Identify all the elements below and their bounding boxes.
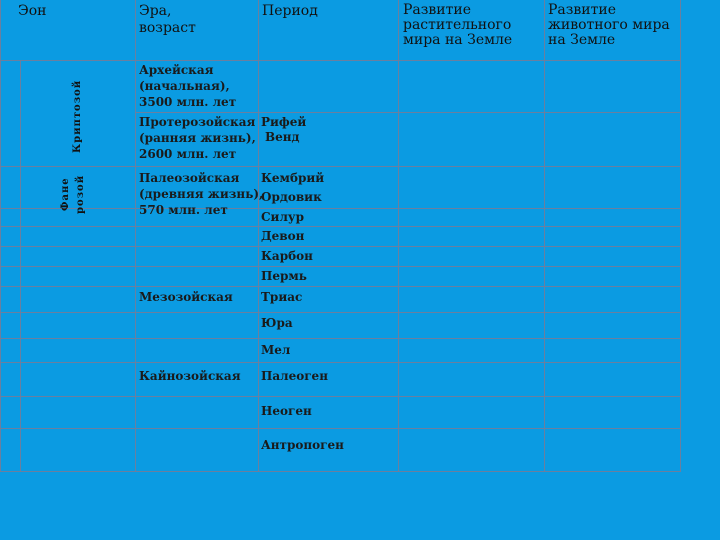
era-archean-note: (начальная), bbox=[139, 79, 230, 93]
header-bottom-line bbox=[0, 60, 680, 61]
header-animal-line1: Развитие bbox=[548, 2, 616, 18]
header-era-line1: Эра, bbox=[139, 3, 172, 19]
period-riphean: Рифей bbox=[261, 115, 307, 129]
period-jurassic: Юра bbox=[261, 316, 293, 330]
eon-phanerozoic-line1: Фане bbox=[60, 177, 71, 211]
period-silurian: Силур bbox=[261, 210, 304, 224]
header-plant-line1: Развитие bbox=[403, 2, 471, 18]
header-plant-world bbox=[403, 3, 512, 48]
header-plant-line2: растительного bbox=[403, 17, 512, 33]
era-proterozoic-note: (ранняя жизнь), bbox=[139, 131, 256, 145]
period-cambrian: Кембрий bbox=[261, 171, 325, 185]
era-cenozoic bbox=[139, 368, 241, 384]
era-mesozoic bbox=[139, 289, 233, 305]
era-proterozoic-age: 2600 млн. лет bbox=[139, 147, 237, 161]
row-line bbox=[0, 246, 680, 247]
era-paleozoic-age: 570 млн. лет bbox=[139, 203, 228, 217]
header-plant-line3: мира на Земле bbox=[403, 32, 513, 48]
header-era bbox=[139, 4, 196, 36]
header-animal-world bbox=[548, 3, 670, 48]
period-neogene: Неоген bbox=[261, 404, 312, 418]
header-eon bbox=[18, 4, 46, 19]
row-line bbox=[0, 428, 680, 429]
period-ordovician: Ордовик bbox=[261, 190, 322, 204]
era-paleozoic bbox=[139, 170, 263, 218]
header-era-line2: возраст bbox=[139, 20, 196, 36]
period-permian: Пермь bbox=[261, 269, 307, 283]
row-line bbox=[0, 226, 680, 227]
era-archean-age: 3500 млн. лет bbox=[139, 95, 237, 109]
period-paleogene: Палеоген bbox=[261, 369, 328, 383]
period-anthropogene: Антропоген bbox=[261, 438, 344, 452]
era-archean-name: Архейская bbox=[139, 63, 214, 77]
period-carboniferous: Карбон bbox=[261, 249, 313, 263]
era-cenozoic-name: Кайнозойская bbox=[139, 369, 241, 383]
row-line bbox=[0, 286, 680, 287]
row-line bbox=[0, 166, 680, 167]
era-paleozoic-name: Палеозойская bbox=[139, 171, 240, 185]
plant-column-divider bbox=[544, 0, 545, 472]
row-line bbox=[0, 266, 680, 267]
row-line bbox=[0, 396, 680, 397]
row-line bbox=[0, 338, 680, 339]
header-animal-line2: животного мира bbox=[548, 17, 670, 33]
header-period-label: Период bbox=[262, 3, 318, 19]
eon-column-divider bbox=[135, 0, 136, 472]
period-cretaceous: Мел bbox=[261, 343, 291, 357]
period-column-divider bbox=[398, 0, 399, 472]
period-triassic: Триас bbox=[261, 290, 303, 304]
row-line bbox=[0, 362, 680, 363]
row-line bbox=[0, 312, 680, 313]
period-devonian: Девон bbox=[261, 229, 305, 243]
table-left-border bbox=[0, 0, 1, 472]
eon-phanerozoic-line2: розой bbox=[75, 174, 86, 214]
era-proterozoic bbox=[139, 114, 256, 162]
era-archean bbox=[139, 62, 236, 110]
row-line bbox=[135, 112, 680, 113]
header-animal-line3: на Земле bbox=[548, 32, 616, 48]
header-eon-label: Эон bbox=[18, 3, 47, 19]
era-proterozoic-name: Протерозойская bbox=[139, 115, 256, 129]
era-mesozoic-name: Мезозойская bbox=[139, 290, 233, 304]
era-column-divider bbox=[258, 0, 259, 472]
table-bottom-border bbox=[0, 471, 681, 472]
period-vendian: Венд bbox=[265, 130, 300, 144]
eon-cryptozoic-label: Криптозой bbox=[72, 79, 83, 153]
era-paleozoic-note: (древняя жизнь), bbox=[139, 187, 264, 201]
row-line bbox=[0, 208, 680, 209]
table-right-border bbox=[680, 0, 681, 472]
header-period bbox=[262, 4, 318, 19]
